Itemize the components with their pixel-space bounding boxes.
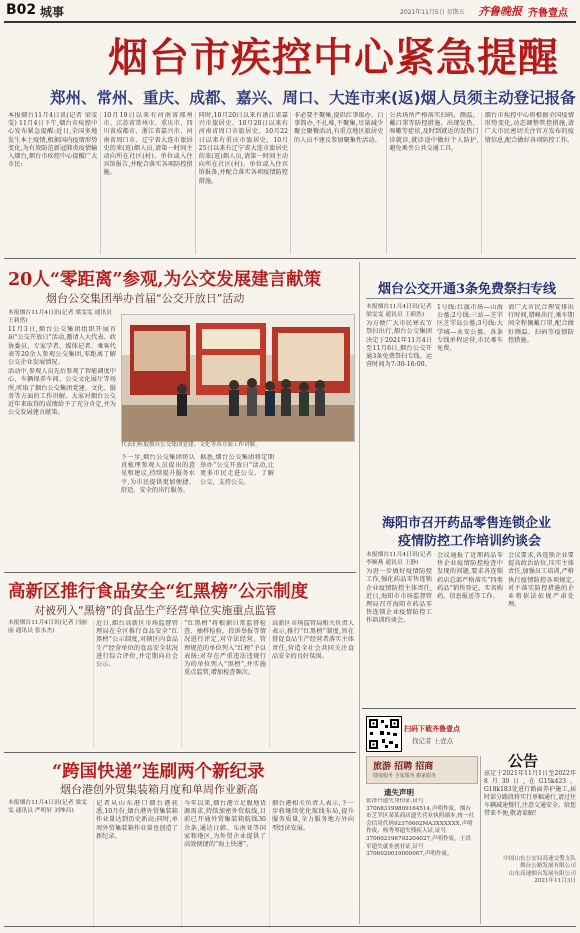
app-promo-line-1: 扫码下载齐鲁壹点 — [404, 725, 460, 733]
food-safety-byline: 本报烟台11月4日讯(记者 闫丽丽 通讯员 张永杰) — [8, 620, 87, 634]
free-bus-headline: 烟台公交开通3条免费祭扫专线 — [378, 282, 557, 297]
announcement-signer: 山东高速烟台发展有限公司 — [508, 870, 576, 877]
pharmacy-byline: 本报烟台11月4日讯(记者 李顺燕 通讯员 王静) — [366, 552, 432, 566]
lead-paragraph: 10月19日以来有河南省郑州市、江苏省常州市、重庆市、四川省成都市、浙江省嘉兴市、河南省周口市、辽宁省大连市旅居史的来(返)烟人员,请第一时间主动向所在社区(村)、单位或入住宾馆报告,并配合落实各项防控措施。 — [103, 112, 193, 177]
announcement-title: 公告 — [508, 752, 539, 770]
food-safety-columns — [8, 620, 354, 748]
exhibition-hall-image — [122, 315, 354, 441]
bus-show-paragraph: 据悉,烟台公交集团将定期举办“公交开放日”活动,让更多市民走进公交、了解公交、支持公交。 — [200, 454, 274, 486]
service-ad-title: 旅游 招聘 招商 — [373, 762, 434, 772]
bus-show-photo-caption: 代表们听取烟台公交集团党建、文化等各方面工作讲解。 — [121, 442, 261, 448]
bus-show-subhead: 烟台公交集团举办首届“公交开放日”活动 — [46, 292, 245, 305]
crossborder-byline: 本报烟台11月4日讯(记者 梁雯雯 通讯员 严明轩 刘坤昌) — [8, 800, 87, 814]
crossborder-paragraph: 烟台港相关负责人表示,下一步将继续优化航线布局,提升服务质量,全力服务地方外向型经济发展。 — [272, 800, 354, 832]
section-name: 城事 — [40, 5, 65, 19]
bus-show-text-left — [8, 310, 116, 568]
food-safety-paragraph: 高新区市场监管局相关负责人表示,推行“红黑榜”制度,旨在督促食品生产经营者落实主体责任,营造全社会共同关注食品安全的良好氛围。 — [272, 620, 354, 660]
food-safety-headline: 高新区推行食品安全“红黑榜”公示制度 — [8, 582, 309, 602]
section-divider — [4, 258, 576, 259]
lead-paragraph: 烟台市疾控中心将根据全国疫情形势变化,动态调整管控措施,请广大市民密切关注官方发布的疫情信息,配合做好各项防控工作。 — [484, 112, 574, 144]
crossborder-headline: “跨国快递”连刷两个新纪录 — [52, 762, 265, 782]
pharmacy-paragraph: 会议通报了近期药品零售企业疫情防控检查中发现的问题,要求各连锁药店总部严格落实“四类药品”销售登记、实名购药、信息报送等工作。 — [437, 552, 503, 601]
free-bus-columns — [366, 304, 574, 498]
column-divider — [359, 262, 360, 924]
lead-columns — [8, 112, 574, 254]
lead-headline: 烟台市疾控中心紧急提醒 — [108, 34, 559, 81]
bottom-rule — [4, 926, 576, 927]
announcement-box — [484, 770, 576, 924]
free-bus-rule — [366, 298, 574, 299]
bus-show-paragraph: 活动中,参观人员先后参观了智能调度中心、车辆保养车间、公交文化展厅等场所,听取了烟台公交集团党建、文化、服务等方面的工作讲解。大家对烟台公交近年来取得的成绩给予了充分肯定,并为公交发展建言献策。 — [8, 368, 116, 417]
bus-show-text-bottom — [121, 454, 353, 566]
paper-name: 齐鲁晚报 — [478, 5, 522, 18]
food-safety-paragraph: “红黑榜”将根据日常监督检查、抽样检验、投诉举报等情况进行评定,对守法经营、管理规范的单位列入“红榜”予以表扬;对存在严重违法违规行为的单位列入“黑榜”,并实施重点监管,增加检查频次。 — [184, 620, 266, 677]
date-line: 2021年11月5日 星期五 — [400, 9, 465, 16]
free-bus-paragraph: 请广大市民合理安排出行时间,错峰出行,乘车期间全程佩戴口罩,配合做好测温、扫码等疫情防控措施。 — [508, 304, 574, 344]
food-safety-paragraph: 近日,烟台高新区市场监督管理局在全区推行食品安全“红黑榜”公示制度,对辖区内食品生产经营单位的食品安全状况进行综合评价,并定期向社会公示。 — [96, 620, 178, 669]
pharmacy-headline-2: 疫情防控工作培训约谈会 — [398, 534, 542, 549]
column-divider — [480, 756, 481, 924]
bus-show-paragraph: 下一步,烟台公交集团将认真梳理参观人员提出的意见和建议,持续提升服务水平,为市民提供更加便捷、舒适、安全的出行服务。 — [121, 454, 195, 494]
pharmacy-paragraph: 为进一步做好疫情防控工作,强化药品零售连锁企业疫情防控主体责任,近日,海阳市市场监督管理局召开海阳市药品零售连锁企业疫情防控工作培训约谈会。 — [366, 568, 432, 625]
section-divider — [4, 572, 356, 573]
announcement-signer: 烟台公路发展有限公司 — [520, 863, 576, 870]
pharmacy-headline-1: 海阳市召开药品零售连锁企业 — [382, 516, 552, 531]
bus-show-photo — [121, 314, 355, 442]
lead-subhead: 郑州、常州、重庆、成都、嘉兴、周口、大连市来(返)烟人员须主动登记报备 — [50, 89, 576, 107]
masthead — [0, 0, 580, 20]
free-bus-byline: 本报烟台11月4日讯(记者 梁雯雯 通讯员 王莉然) — [366, 304, 432, 318]
qr-code[interactable] — [366, 716, 402, 752]
bus-show-byline: 本报烟台11月4日讯(记者 梁雯雯 通讯员 王莉然) — [8, 310, 112, 324]
service-ad — [366, 756, 478, 784]
announcement-signer: 中国山东公安局高速交警支队 — [503, 856, 576, 862]
free-bus-paragraph: 1号线:红旗市场—山海公墓;2号线:三站—芝罘区芝罘岛公墓;3号线:大学城—永安公墓。各条专线单程运营,市民乘车免费。 — [437, 304, 503, 353]
crossborder-subhead: 烟台港创外贸集装箱月度和单周作业新高 — [60, 783, 258, 796]
announcement-body: 兹定于2021年11月1日至2022年8月30日,在G15k423、G18k183处进行路面养护施工,届时部分路段将实行单幅通行,请过往车辆减速慢行,注意交通安全。给您带来不便,敬请谅解! — [484, 770, 576, 817]
app-promo-line-2: 找记者 上壹点 — [412, 737, 454, 745]
bus-show-headline: 20人“零距离”参观,为公交发展建言献策 — [8, 270, 322, 290]
lead-paragraph: 非必要不聚集,提倡红事缓办、白事简办,不扎堆,不聚集,尽量减少聚会聚餐活动,有重点地区旅居史的人员不建议参加聚集性活动。 — [293, 112, 384, 144]
lead-paragraph: 同时,10月20日以来有浙江省嘉兴市旅居史、10月20日以来有河南省周口市旅居史、10月22日以来有重庆市旅居史、10月25日以来有辽宁省大连市旅居史的来(返)烟人员,请第一时间主动向所在社区(村)、单位或入住宾馆报备,并配合落实各项疫情防控措施。 — [198, 112, 288, 185]
qr-code-icon — [367, 717, 401, 751]
free-bus-paragraph: 为方便广大市民寒衣节祭扫出行,烟台公交集团决定于2021年11月4日至11月6日,烟台公交开通3条免费祭扫专线。运营时间为7:30-16:00。 — [366, 320, 432, 369]
pharmacy-columns — [366, 552, 574, 702]
lead-paragraph: 本报烟台11月4日讯(记者 梁雯雯) 11月4日下午,烟台市疾控中心发布紧急提醒:近日,全国多地发生本土疫情,根据国内疫情形势变化,为有效防范新冠肺炎疫情输入烟台,烟台市疾控中心提醒广大市民: — [8, 112, 98, 169]
page-number: B02 — [6, 2, 37, 18]
announcement-date: 2021年11月3日 — [534, 878, 576, 885]
crossborder-columns — [8, 800, 354, 926]
masthead-rule — [4, 21, 576, 23]
lost-notice-body: 张泽丹遗失身份证,证号370683199809164514,声明作废。烟台市芝罘区某某商店遗失营业执照副本,统一社会信用代码92370602MA3XXXXXX,声明作废。杨秀琴遗失残疾人证,证号370602196702204027,声明作废。王洪军遗失就业创业证,证号3706020019000067,声明作废。 — [366, 798, 475, 858]
lost-notice-title: 遗失声明 — [384, 788, 414, 797]
crossborder-paragraph: 记者从山东港口烟台港获悉,10月份,烟台港外贸集装箱作业量达到历史新高;同时,单周外贸集装箱作业量也创造了新纪录。 — [96, 800, 178, 840]
section-divider — [362, 708, 576, 709]
section-divider — [4, 752, 356, 753]
bus-show-paragraph: 11月3日,烟台公交集团组织开展首届“公交开放日”活动,邀请人大代表、政协委员、专家学者、媒体记者、乘客代表等20余人参观公交集团,零距离了解公交企业发展情况。 — [8, 326, 116, 366]
pharmacy-paragraph: 会议要求,各连锁企业要提高政治站位,压实主体责任,加强员工培训,严格执行疫情防控各项规定,对不落实防控措施的企业将依法依规严肃处理。 — [508, 552, 574, 609]
service-ad-subtitle: 健康服务 全家服务 搬家服务 — [373, 773, 437, 779]
food-safety-subhead: 对被列入“黑榜”的食品生产经营单位实施重点监管 — [34, 604, 277, 617]
crossborder-paragraph: 今年以来,烟台港立足腹地货源需求,持续加密外贸航线,目前已开通外贸集装箱航线30余条,通达日韩、东南亚等国家和地区,为外贸企业提供了高效便捷的“海上快递”。 — [184, 800, 266, 849]
lead-paragraph: 公共场所严格落实扫码、测温、戴口罩等防控措施。出现发热、咳嗽等症状,及时到就近的发热门诊就诊,就诊途中做好个人防护,避免乘坐公共交通工具。 — [389, 112, 479, 152]
brand-logo: 齐鲁壹点 — [528, 8, 568, 19]
